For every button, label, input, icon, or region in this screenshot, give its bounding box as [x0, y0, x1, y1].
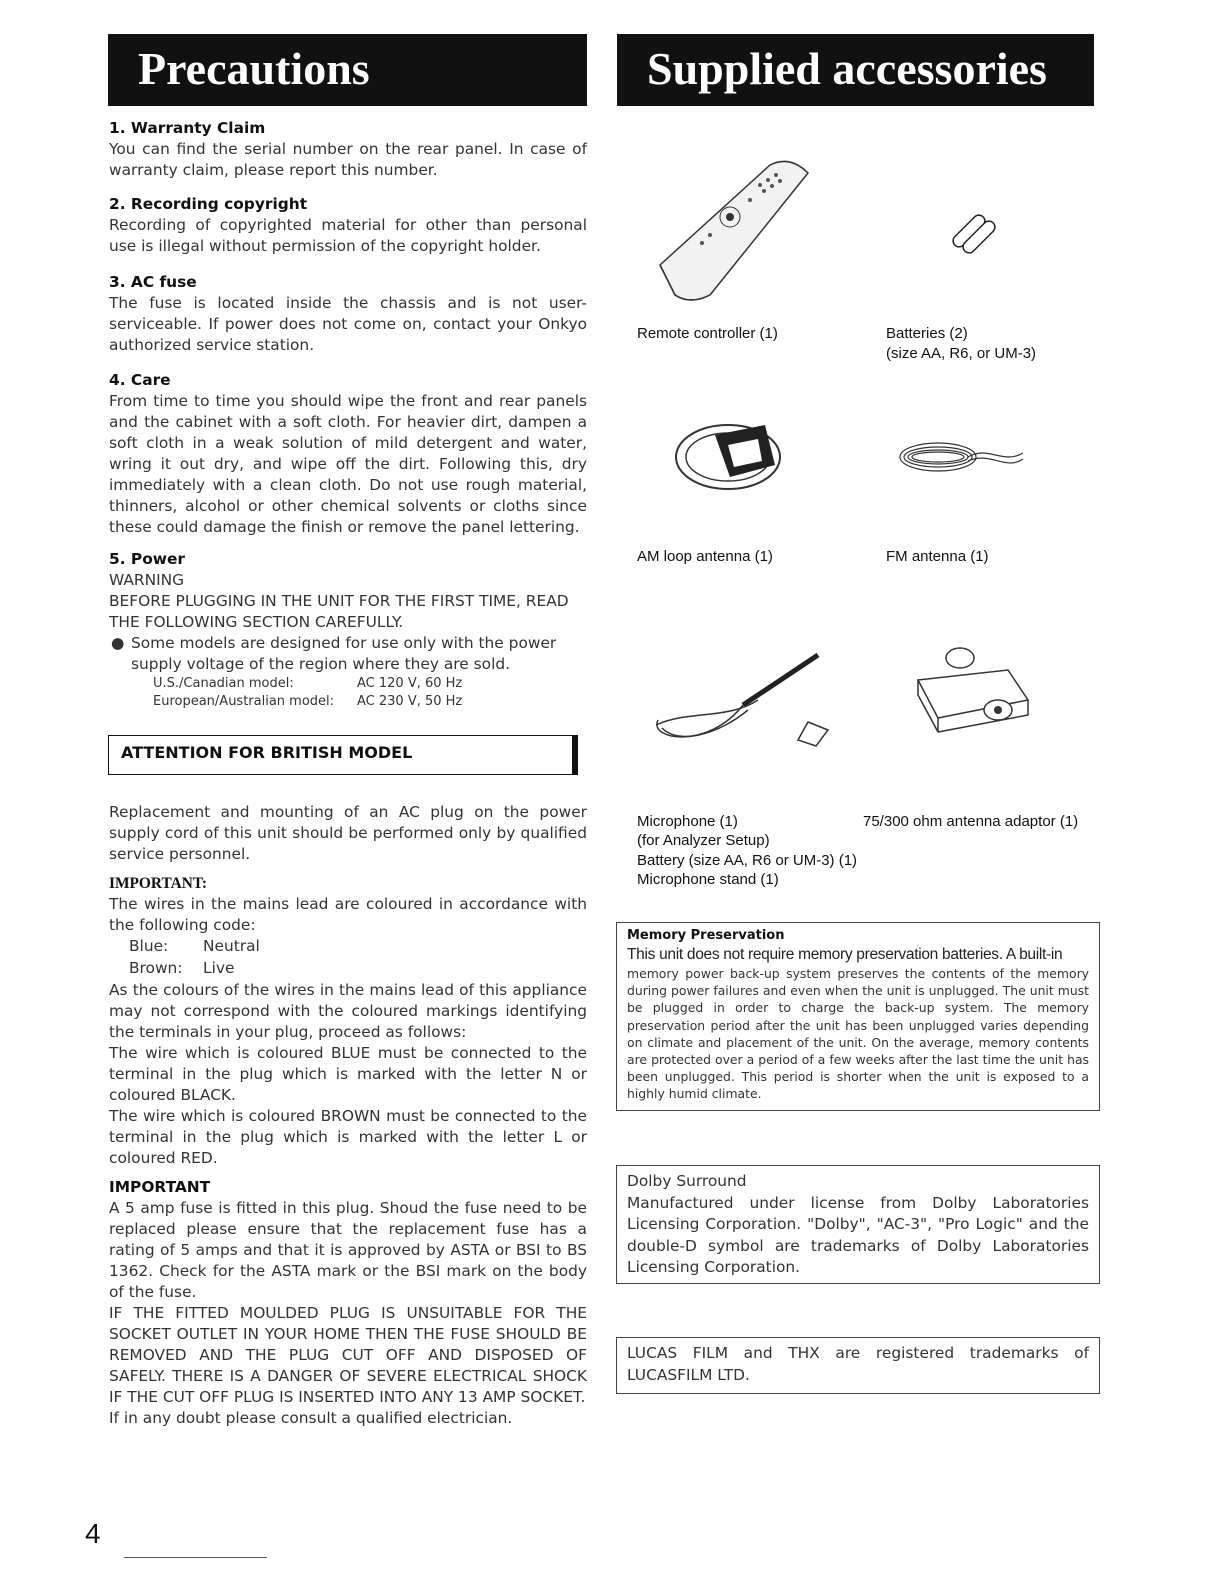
attention-section — [109, 802, 587, 1429]
supplied-accessories-header: Supplied accessories — [617, 34, 1094, 106]
microphone-illustration — [648, 650, 838, 755]
warning-label: WARNING — [109, 571, 185, 589]
section-title: 5. Power — [109, 550, 186, 568]
section-body: The fuse is located inside the chassis and is not user-serviceable. If power does not come on, contact your Onkyo authorized service station. — [109, 294, 587, 354]
section-body: Recording of copyrighted material for other than personal use is illegal without permission of the copyright holder. — [109, 216, 587, 255]
precautions-header: Precautions — [108, 34, 587, 106]
dolby-body: Manufactured under license from Dolby Laboratories Licensing Corporation. "Dolby", "AC-3", "Pro Logic" and the double-D symbol are trademarks of Dolby Laboratories Licensing Corporation. — [627, 1193, 1089, 1276]
power-bullet — [109, 633, 587, 675]
code-brown-value: Live — [203, 959, 235, 977]
caption-remote-controller: Remote controller (1) — [637, 325, 778, 342]
precaution-ac-fuse — [109, 272, 587, 356]
memory-preservation-box — [616, 922, 1100, 1111]
attention-para4: A 5 amp fuse is fitted in this plug. Shoud the fuse need to be replaced please ensure that the replacement fuse has a rating of 5 amps and that it is approved by ASTA or BSI to BS 1362. Check for the ASTA mark or the BSI mark on the body of the fuse. — [109, 1199, 587, 1301]
caption-mic-stand: Microphone stand (1) — [637, 871, 779, 888]
antenna-adaptor-illustration — [898, 640, 1038, 735]
color-code — [109, 936, 587, 980]
bullet-text: Some models are designed for use only with the power supply voltage of the region where they are sold. — [131, 634, 557, 673]
attention-intro: Replacement and mounting of an AC plug on the power supply cord of this unit should be performed only by qualified service personnel. — [109, 803, 587, 863]
remote-controller-illustration — [650, 155, 820, 305]
code-brown-label: Brown: — [129, 959, 183, 977]
section-body: From time to time you should wipe the front and rear panels and the cabinet with a soft cloth. For heavier dirt, dampen a soft cloth in a weak solution of mild detergent and water, wring it out dry, and wipe off the dirt. Following this, dry immediately with a clean cloth. Do not use rough material, thinners, alcohol or other chemical solvents or cloths since these could damage the finish or remove the panel lettering. — [109, 392, 587, 536]
bullet-icon: ● — [111, 634, 125, 652]
fm-antenna-illustration — [898, 435, 1028, 480]
code-blue-label: Blue: — [129, 937, 169, 955]
precaution-care — [109, 370, 587, 538]
section-title: 3. AC fuse — [109, 273, 197, 291]
lucasfilm-body: LUCAS FILM and THX are registered trademarks of LUCASFILM LTD. — [627, 1344, 1089, 1384]
caption-batteries: Batteries (2) — [886, 325, 968, 342]
attention-para2: The wire which is coloured BLUE must be connected to the terminal in the plug which is marked with the letter N or coloured BLACK. — [109, 1044, 587, 1104]
spec-us-value: AC 120 V, 60 Hz — [357, 676, 463, 691]
spec-eu-value: AC 230 V, 50 Hz — [357, 694, 463, 709]
dolby-box — [616, 1165, 1100, 1284]
lucasfilm-box — [616, 1337, 1100, 1394]
dolby-title: Dolby Surround — [627, 1172, 747, 1190]
page-number: 4 — [85, 1518, 101, 1549]
section-title: 4. Care — [109, 371, 171, 389]
spec-us-model: U.S./Canadian model: — [153, 676, 294, 691]
code-blue-value: Neutral — [203, 937, 260, 955]
attention-para1: As the colours of the wires in the mains lead of this appliance may not correspond with the coloured markings identifying the terminals in your plug, proceed as follows: — [109, 981, 587, 1041]
attention-box — [108, 735, 578, 775]
batteries-illustration — [945, 205, 1005, 260]
caption-microphone: Microphone (1) — [637, 813, 738, 830]
attention-title: ATTENTION FOR BRITISH MODEL — [121, 743, 413, 762]
memory-title: Memory Preservation — [627, 928, 785, 943]
caption-mic-battery: Battery (size AA, R6 or UM-3) (1) — [637, 852, 858, 869]
caption-batteries-size: (size AA, R6, or UM-3) — [886, 345, 1037, 362]
section-title: 2. Recording copyright — [109, 195, 308, 213]
attention-para3: The wire which is coloured BROWN must be connected to the terminal in the plug which is marked with the letter L or coloured RED. — [109, 1107, 587, 1167]
section-body: You can find the serial number on the rear panel. In case of warranty claim, please report this number. — [109, 140, 587, 179]
caption-fm-antenna: FM antenna (1) — [886, 548, 989, 565]
warning-text: BEFORE PLUGGING IN THE UNIT FOR THE FIRST TIME, READ THE FOLLOWING SECTION CAREFULLY. — [109, 592, 569, 631]
attention-para6: If in any doubt please consult a qualified electrician. — [109, 1409, 513, 1427]
precaution-recording-copyright — [109, 194, 587, 257]
caption-mic-analyzer: (for Analyzer Setup) — [637, 832, 770, 849]
footer-divider — [124, 1557, 267, 1558]
spec-eu-model: European/Australian model: — [153, 694, 335, 709]
precaution-power — [109, 549, 587, 675]
section-title: 1. Warranty Claim — [109, 119, 266, 137]
memory-body: memory power back-up system preserves the contents of the memory during power failures and even when the unit is unplugged. The unit must be plugged in order to charge the back-up system. The memory preservation period after the unit has been unplugged varies depending on climate and placement of the unit. On the average, memory contents are protected over a period of a few weeks after the last time the unit has been unplugged. This period is shorter when the unit is exposed to a highly humid climate. — [627, 966, 1089, 1102]
precaution-warranty — [109, 118, 587, 181]
attention-para5: IF THE FITTED MOULDED PLUG IS UNSUITABLE FOR THE SOCKET OUTLET IN YOUR HOME THEN THE FUSE SHOULD BE REMOVED AND THE PLUG CUT OFF AND DISPOSED OF SAFELY. THERE IS A DANGER OF SEVERE ELECTRICAL SHOCK IF THE CUT OFF PLUG IS INSERTED INTO ANY 13 AMP SOCKET. — [109, 1304, 587, 1406]
important-heading: IMPORTANT: — [109, 875, 208, 892]
memory-lead: This unit does not require memory preservation batteries. A built-in — [627, 946, 1063, 963]
caption-am-loop-antenna: AM loop antenna (1) — [637, 548, 773, 565]
am-loop-antenna-illustration — [670, 415, 790, 495]
caption-antenna-adaptor: 75/300 ohm antenna adaptor (1) — [863, 813, 1079, 830]
important-body: The wires in the mains lead are coloured in accordance with the following code: — [109, 895, 587, 934]
important-heading-2: IMPORTANT — [109, 1178, 211, 1196]
